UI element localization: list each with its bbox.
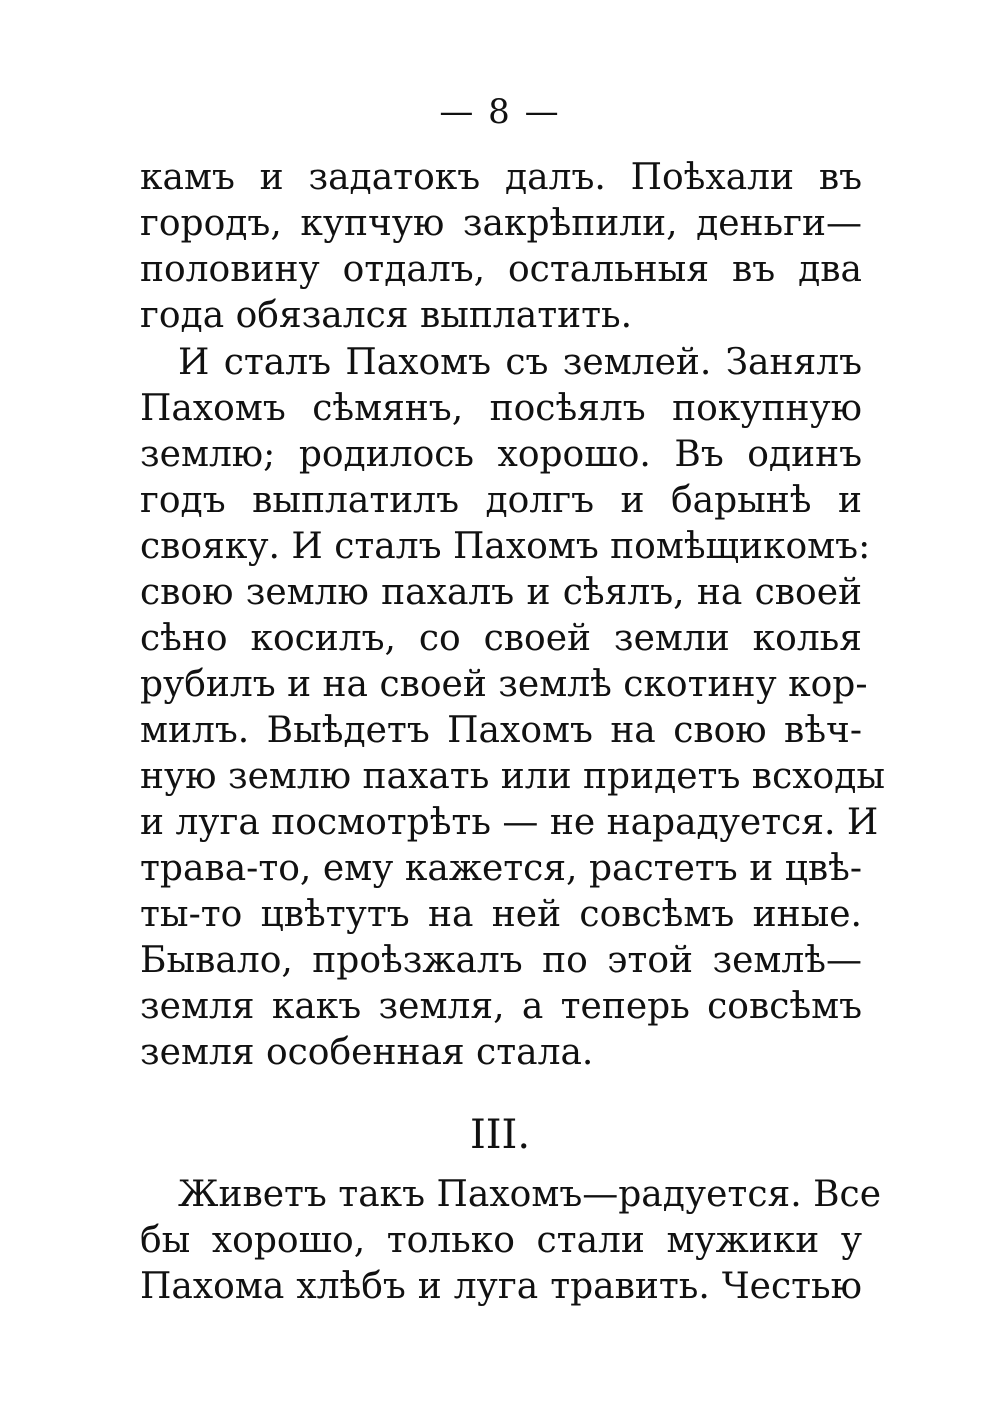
text-line: годъ выплатилъ долгъ и барынѣ и xyxy=(140,480,862,521)
text-line: половину отдалъ, остальныя въ два xyxy=(140,249,862,290)
text-line: городъ, купчую закрѣпили, деньги— xyxy=(140,203,862,244)
text-line: и луга посмотрѣть — не нарадуется. И xyxy=(140,802,879,843)
paragraph-pakhom-landowner xyxy=(140,340,886,1076)
text-line: трава-то, ему кажется, растетъ и цвѣ- xyxy=(140,848,862,889)
paragraph-section-three xyxy=(140,1172,882,1310)
text-line: землю; родилось хорошо. Въ одинъ xyxy=(140,434,862,475)
text-line: Бывало, проѣзжалъ по этой землѣ— xyxy=(140,940,862,981)
text-line: сѣно косилъ, со своей земли колья xyxy=(140,618,862,659)
text-line: ты-то цвѣтутъ на ней совсѣмъ иные. xyxy=(140,894,862,935)
text-line: земля особенная стала. xyxy=(140,1032,594,1073)
text-line: И сталъ Пахомъ съ землей. Занялъ xyxy=(178,342,862,383)
text-line: Живетъ такъ Пахомъ—радуется. Все xyxy=(178,1174,882,1215)
text-line: милъ. Выѣдетъ Пахомъ на свою вѣч- xyxy=(140,710,862,751)
section-heading: III. xyxy=(469,1112,531,1158)
text-line: свояку. И сталъ Пахомъ помѣщикомъ: xyxy=(140,526,871,567)
text-line: рубилъ и на своей землѣ скотину кор- xyxy=(140,664,868,705)
paragraph-continuation xyxy=(140,155,862,339)
text-line: года обязался выплатить. xyxy=(140,295,633,336)
text-line: свою землю пахалъ и сѣялъ, на своей xyxy=(140,572,862,613)
text-line: ную землю пахать или придетъ всходы xyxy=(140,756,886,797)
text-line: камъ и задатокъ далъ. Поѣхали въ xyxy=(140,157,862,198)
text-line: Пахомъ сѣмянъ, посѣялъ покупную xyxy=(140,388,862,429)
text-line: бы хорошо, только стали мужики у xyxy=(140,1220,862,1261)
text-line: Пахома хлѣбъ и луга травить. Честью xyxy=(140,1266,862,1307)
text-line: земля какъ земля, а теперь совсѣмъ xyxy=(140,986,862,1027)
page-number: — 8 — xyxy=(439,92,561,132)
